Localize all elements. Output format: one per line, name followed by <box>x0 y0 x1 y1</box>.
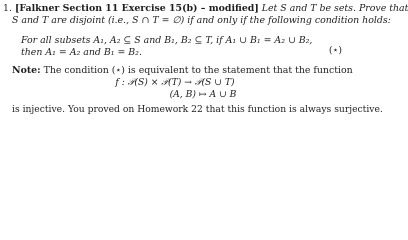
formula-line-2: (A, B) ↦ A ∪ B <box>169 89 237 100</box>
problem-heading <box>3 3 408 14</box>
condition-line-2: then A₁ = A₂ and B₁ = B₂. <box>21 47 142 58</box>
note-line <box>12 65 353 76</box>
note-closing: is injective. You proved on Homework 22 that this function is always surjective. <box>12 104 383 115</box>
problem-intro: Let S and T be sets. Prove that <box>261 3 408 14</box>
problem-title: [Falkner Section 11 Exercise 15(b) – modified] <box>14 3 259 14</box>
problem-statement-line: S and T are disjoint (i.e., S ∩ T = ∅) if and only if the following condition holds: <box>12 15 391 26</box>
problem-number: 1. <box>3 3 12 14</box>
note-label: Note: <box>12 65 41 76</box>
note-text: The condition (⋆) is equivalent to the statement that the function <box>43 65 353 76</box>
formula-line-1: f : 𝒫(S) × 𝒫(T) → 𝒫(S ∪ T) <box>115 77 235 88</box>
condition-line-1: For all subsets A₁, A₂ ⊆ S and B₁, B₂ ⊆ T, if A₁ ∪ B₁ = A₂ ∪ B₂, <box>21 35 313 46</box>
condition-marker: (⋆) <box>328 45 342 56</box>
